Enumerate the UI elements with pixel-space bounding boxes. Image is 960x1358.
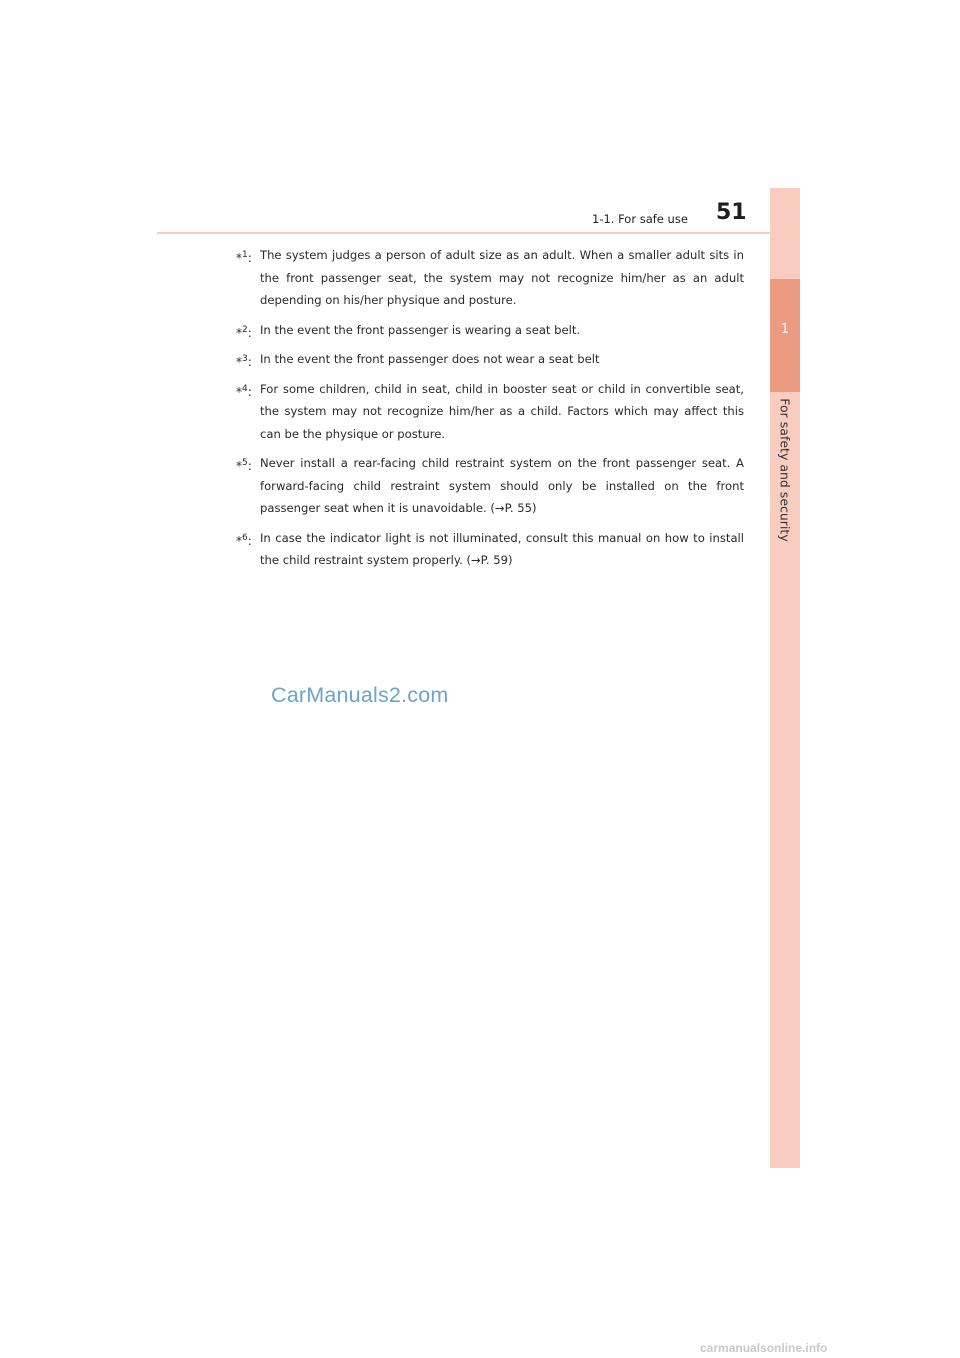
footnote-marker: *$^1$: xyxy=(236,250,252,265)
footnote-marker: *$^4$: xyxy=(236,383,252,399)
watermark-logo: CarManuals2.com xyxy=(271,683,449,707)
footnote-item xyxy=(236,452,744,520)
footer-watermark: carmanualsonline.info xyxy=(700,1341,828,1355)
footnote-marker: *$^5$: xyxy=(236,458,252,473)
footnote-text: The system judges a person of adult size as an adult. When a smaller adult sits in the front passenger seat, the system may not recognize him/her as an adult depending on his/her physique and posture. xyxy=(260,248,744,307)
footnote-item xyxy=(236,319,744,342)
footnote-text: In the event the front passenger does not wear a seat belt xyxy=(260,352,600,366)
footnote-item xyxy=(236,527,744,572)
footnote-marker: *$^3$: xyxy=(236,354,252,369)
footnote-marker: *$^6$: xyxy=(236,532,252,548)
footnote-text: In case the indicator light is not illuminated, consult this manual on how to install the child restraint system properly. (→P. 59) xyxy=(260,530,744,567)
page-number: 51 xyxy=(716,200,747,225)
footnote-text: In the event the front passenger is wearing a seat belt. xyxy=(260,322,581,337)
footnote-marker: *$^2$: xyxy=(236,324,252,340)
footnote-item xyxy=(236,378,744,446)
section-title: 1-1. For safe use xyxy=(592,212,688,226)
footnote-item xyxy=(236,348,744,371)
header-divider xyxy=(157,232,800,234)
chapter-title: For safety and security xyxy=(777,398,793,542)
footnote-list xyxy=(236,244,744,579)
footnote-item xyxy=(236,244,744,312)
chapter-number: 1 xyxy=(780,322,790,337)
footnote-text: Never install a rear-facing child restraint system on the front passenger seat. A forward-facing child restraint system should only be installed on the front passenger seat when it is unavoidable. (→P. 55) xyxy=(260,456,744,515)
footnote-text: For some children, child in seat, child in booster seat or child in convertible seat, the system may not recognize him/her as a child. Factors which may affect this can be the physique or posture. xyxy=(260,381,744,441)
